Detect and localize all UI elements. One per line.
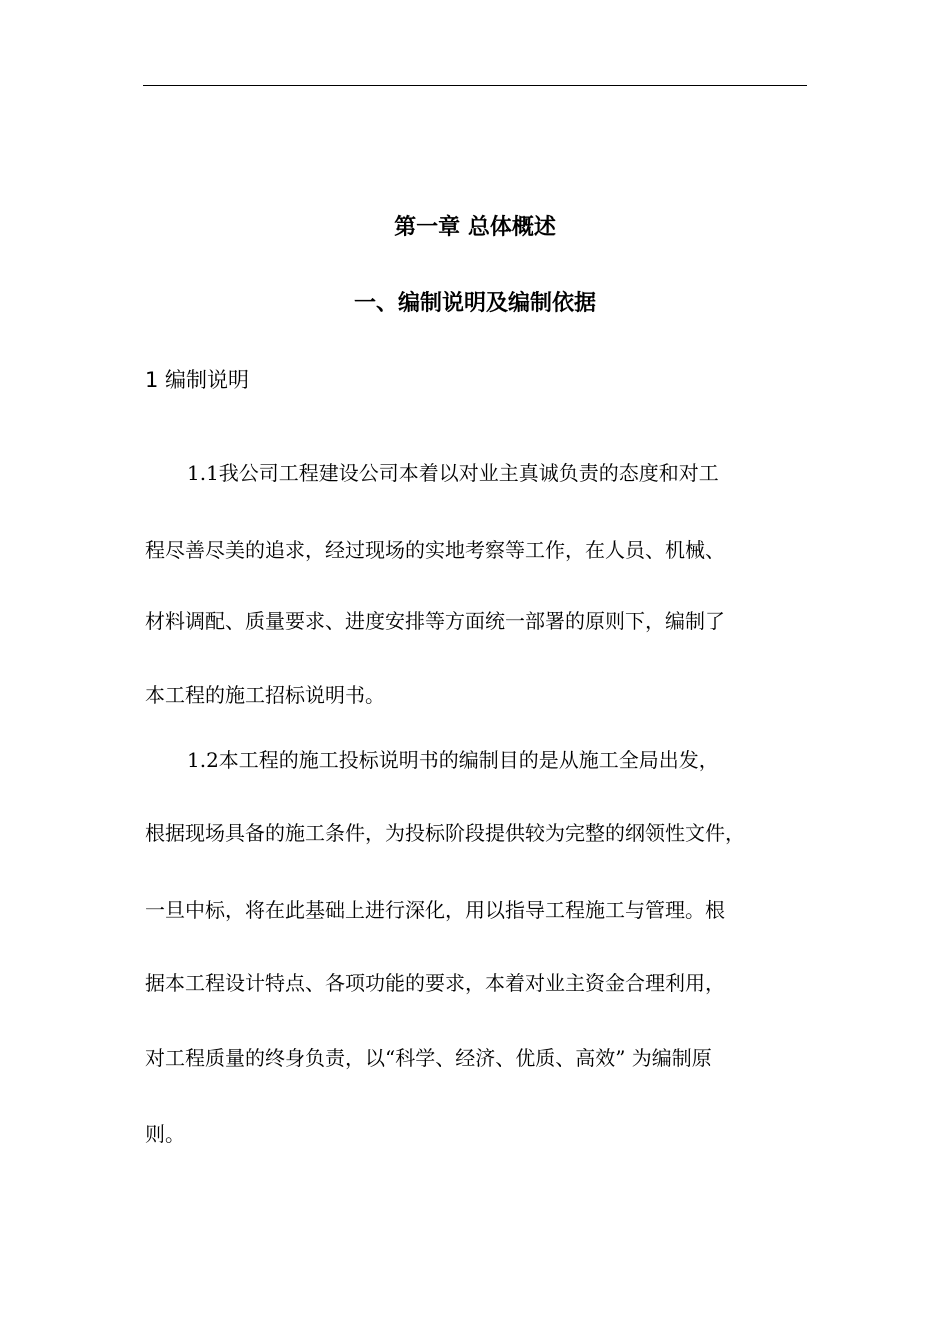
paragraph-line: 对工程质量的终身负责，以“科学、经济、优质、高效” 为编制原 xyxy=(145,1046,712,1070)
paragraph-line: 据本工程设计特点、各项功能的要求，本着对业主资金合理利用， xyxy=(145,971,725,995)
paragraph-line: 1.2本工程的施工投标说明书的编制目的是从施工全局出发， xyxy=(187,748,719,772)
paragraph-line: 材料调配、质量要求、进度安排等方面统一部署的原则下，编制了 xyxy=(145,609,725,633)
subsection-title: 1 编制说明 xyxy=(145,368,250,392)
paragraph-line: 1.1我公司工程建设公司本着以对业主真诚负责的态度和对工 xyxy=(187,461,719,485)
paragraph-line: 则。 xyxy=(145,1122,185,1146)
paragraph-line: 一旦中标，将在此基础上进行深化，用以指导工程施工与管理。根 xyxy=(145,898,725,922)
section-title: 一、编制说明及编制依据 xyxy=(353,291,596,316)
header-rule xyxy=(143,85,807,86)
paragraph-line: 本工程的施工招标说明书。 xyxy=(145,683,385,707)
paragraph-line: 程尽善尽美的追求，经过现场的实地考察等工作，在人员、机械、 xyxy=(145,538,725,562)
chapter-title: 第一章 总体概述 xyxy=(394,215,556,240)
paragraph-line: 根据现场具备的施工条件，为投标阶段提供较为完整的纲领性文件， xyxy=(145,821,745,845)
